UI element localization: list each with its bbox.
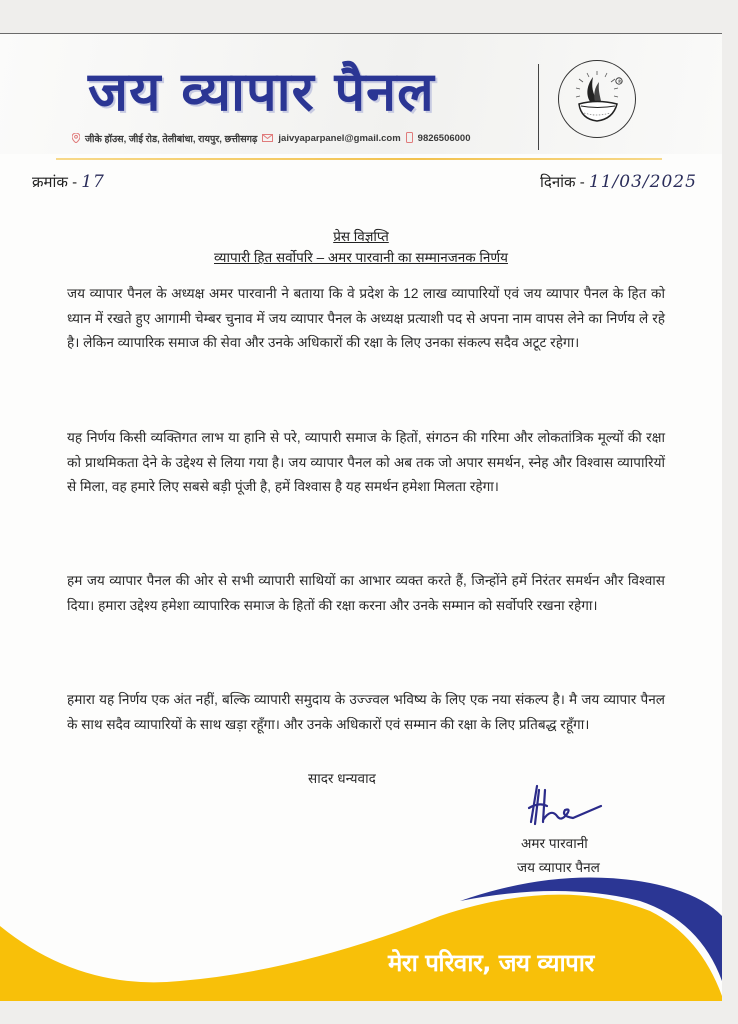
reference-number-label: क्रमांक - [32,174,78,191]
header-divider [538,64,539,150]
location-pin-icon [72,133,80,145]
email-link[interactable]: jaivyaparpanel@gmail.com [278,133,401,144]
signatory-name: अमर पारवानी [521,836,588,851]
press-release-title: प्रेस विज्ञप्ति [333,229,389,244]
mobile-phone-icon [406,132,413,145]
date-value: 11/03/2025 [588,172,697,192]
organization-title: जय व्यापार पैनल [88,60,435,123]
signatory-organization: जय व्यापार पैनल [517,860,600,875]
signature-mark [525,782,605,832]
reference-number-value: 17 [81,172,105,192]
header-underline [56,158,662,160]
address-text: जीके हॉउस, जीई रोड, तेलीबांधा, रायपुर, छत्तीसगढ़ [85,134,258,145]
envelope-icon [262,134,273,144]
phone-number[interactable]: 9826506000 [417,133,471,144]
reference-number [32,172,105,192]
diya-lamp-logo [558,60,636,138]
date-label: दिनांक - [540,174,585,191]
contact-line [72,132,471,145]
letterhead-page [0,33,722,1001]
body-paragraph: हम जय व्यापार पैनल की ओर से सभी व्यापारी साथियों का आभार व्यक्त करते हैं, जिन्होंने हमें निरंतर समर्थन और विश्वास दिया। हमारा उद्देश्य हमेशा व्यापारिक समाज के हितों की रक्षा करना और उनके सम्मान को सर्वोपरि रखना रहेगा। [67,573,665,613]
press-release-subtitle: व्यापारी हित सर्वोपरि – अमर पारवानी का सम्मानजनक निर्णय [214,250,508,265]
body-paragraph: जय व्यापार पैनल के अध्यक्ष अमर पारवानी ने बताया कि वे प्रदेश के 12 लाख व्यापारियों एवं जय व्यापार पैनल के हित को ध्यान में रखते हुए आगामी चेम्बर चुनाव में जय व्यापार पैनल के अध्यक्ष प्रत्याशी पद से अपना नाम वापस लेने का निर्णय ले रहे है। लेकिन व्यापारिक समाज की सेवा और उनके अधिकारों की रक्षा के लिए उनका संकल्प सदैव अटूट रहेगा। [67,286,665,350]
footer-wave [0,871,722,1001]
letter-date [540,172,697,192]
body-paragraph: हमारा यह निर्णय एक अंत नहीं, बल्कि व्यापारी समुदाय के उज्ज्वल भविष्य के लिए एक नया संकल्प है। मै जय व्यापार पैनल के साथ सदैव व्यापारियों के साथ खड़ा रहूँगा। और उनके अधिकारों एवं सम्मान की रक्षा के लिए प्रतिबद्ध रहूँगा। [67,692,665,732]
closing-text: सादर धन्यवाद [308,771,376,786]
body-paragraph: यह निर्णय किसी व्यक्तिगत लाभ या हानि से परे, व्यापारी समाज के हितों, संगठन की गरिमा और लोकतांत्रिक मूल्यों की रक्षा को प्राथमिकता देने के उद्देश्य से लिया गया है। जय व्यापार पैनल को अब तक जो अपार समर्थन, स्नेह और विश्वास व्यापारियों से मिला, वह हमारे लिए सबसे बड़ी पूंजी है, हमें विश्वास है यह समर्थन हमेशा मिलता रहेगा। [67,430,665,494]
footer-slogan: मेरा परिवार, जय व्यापार [388,949,594,977]
registered-mark: ® [617,80,622,85]
